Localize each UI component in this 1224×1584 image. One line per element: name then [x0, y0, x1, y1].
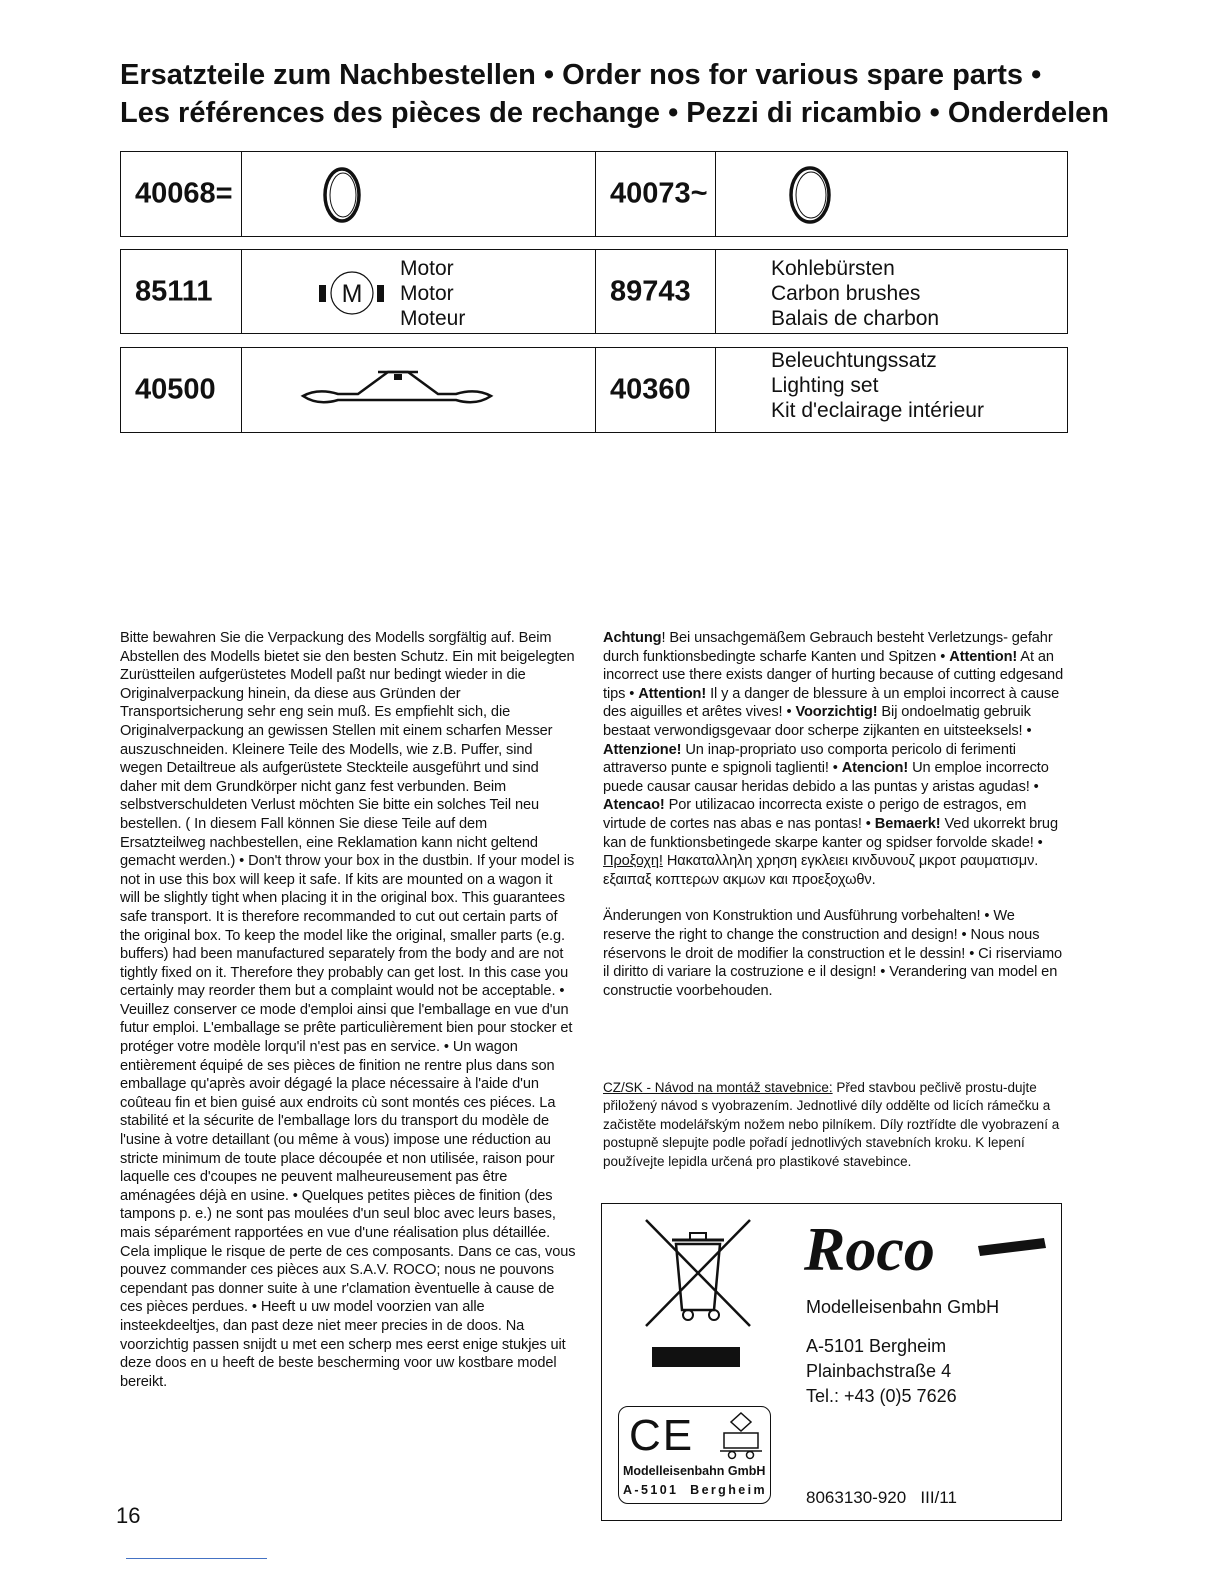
manufacturer-info-box	[601, 1203, 1062, 1521]
traction-tyre-illustration-2	[716, 152, 1066, 236]
motor-label-de: Motor	[400, 257, 454, 280]
part-number-40068: 40068=	[135, 177, 233, 210]
brushes-label-en: Carbon brushes	[771, 282, 921, 305]
svg-text:Roco: Roco	[804, 1216, 935, 1284]
motor-icon	[312, 258, 392, 328]
traction-tyre-icon	[780, 160, 840, 230]
cz-sk-instructions	[603, 1079, 1065, 1171]
footer-rule	[126, 1558, 267, 1559]
part-number-40073: 40073~	[610, 177, 708, 210]
page-number: 16	[116, 1503, 141, 1528]
part-number-85111: 85111	[135, 275, 213, 307]
cz-sk-text: Před stavbou pečlivě prostu-dujte přiložený návod s vyobrazením. Jednotlivé díly oddělte od licích rámečku a začistěte modelářským nožem nebo pilníkem. Díly roztřídte dle vyobrazení a postupně slepujte podle pořadí jednotlivých stavebních kroku. K lepení používejte lepidla určená pro plastikové stavebince.	[603, 1080, 1060, 1169]
coupling-part-icon	[298, 364, 498, 414]
svg-text:M: M	[341, 280, 363, 308]
address-line-2: Plainbachstraße 4	[806, 1361, 952, 1381]
ce-company: Modelleisenbahn GmbH	[623, 1464, 766, 1478]
ce-mark-panel	[618, 1406, 771, 1504]
weee-crossed-bin-icon	[638, 1214, 758, 1334]
parts-row-1	[120, 151, 1068, 237]
phone-number: Tel.: +43 (0)5 7626	[806, 1386, 957, 1406]
motor-label-en: Motor	[400, 282, 454, 305]
safety-warning	[603, 629, 1065, 1017]
weee-bar	[652, 1347, 740, 1367]
lighting-label-de: Beleuchtungssatz	[771, 349, 937, 372]
address-line-1: A-5101 Bergheim	[806, 1336, 947, 1356]
document-number: 8063130-920	[806, 1488, 907, 1507]
packaging-notice-text: Bitte bewahren Sie die Verpackung des Modells sorgfältig auf. Beim Abstellen des Modells bietet sie den besten Schutz. Ein mit beigelegten Zurüstteilen aufgerüstetes Modell paßt nur bedingt wieder in die Originalverpackung hinein, da diese aus Gründen der Transportsicherung sehr eng sein muß. Es empfiehlt sich, die Originalverpackung an gewissen Stellen mit einem scharfen Messer auszuschneiden. Kleinere Teile des Modells, wie z.B. Puffer, sind wegen Detailtreue als aufgerüstete Steckteile ausgeführt und sind daher mit dem Grundkörper nicht ganz fest verbunden. Beim selbstverschuldeten Verlust möchten Sie bitte ein solches Teil neu bestellen. ( In diesem Fall können Sie diese Teile auf dem Ersatzteilweg nachbestellen, eine Reklamation kann nicht geltend gemacht werden.) • Don't throw your box in the dustbin. If your model is not in use this box will keep it safe. If kits are mounted on a wagon it will be slightly tight when placing it in the original box. This guarantees safe transport. It is therefore recommanded to cut out certain parts of the original box. To keep the model like the original, smaller parts (e.g. buffers) had been manufactured separately from the body and are not tightly fixed on it. Therefore they probably can get lost. In this case you certainly may reorder them but a complaint would not be acceptable. • Veuillez conserver ce mode d'emploi ainsi que l'emballage en vue d'un futur emploi. L'emballage se prête particulièrement bien pour stocker et protéger votre modèle lorqu'il n'est pas en service. • Un wagon entièrement équipé de ses pièces de finition ne rentre plus dans son emballage qu'après avoir dégagé la place nécessaire à l'aide d'un coûteau fin et bien guisé aux endroits cù sont montés ces piéces. La stabilité et la sécurite de l'emballage lors du transport du modèle de l'usine à votre detaillant (ou même à vous) impose une réduction au stricte minimum de toute place découpée et non utilisée, raison pour laquelle ces d'coupes ne peuvent malheureusement pas être aménagées déjà en usine. • Quelques petites pièces de finition (des tampons p. e.) ne sont pas moulées d'un seul bloc avec leurs bases, mais séparément rapportées en vue d'une réalisation plus détaillée. Cela implique le risque de perte de ces composants. Dans ce cas, vous pouvez commander ces pièces aux S.A.V. ROCO; nous ne pouvons cependant pas donner suite à une r'clamation èventuelle à cause de ces pièces perdues. • Heeft u uw model voorzien van alle insteekdeeltjes, dan past deze niet meer precies in de doos. Na voorzichtig passen snijdt u met een scherp mes eerst enige stukjes uit deze doos en u heeft de beste bescherming voor uw kostbare model bereikt.	[120, 630, 576, 1390]
edition: III/11	[920, 1488, 957, 1507]
design-changes-notice: Änderungen von Konstruktion und Ausführung vorbehalten! • We reserve the right to change the construction and design! • Nous nous réservons le droit de modifier la construction et le dessin! • Ci riserviamo il diritto di variare la costruzione e il design! • Verandering van model en constructie voorbehouden.	[603, 908, 1063, 999]
safety-warning-text: Achtung! Bei unsachgemäßem Gebrauch besteht Verletzungs- gefahr durch funktionsbedingte scharfe Kanten und Spitzen • Attention! At an incorrect use there exists danger of hurting because of cutting edgesand tips • Attention! Il y a danger de blessure à un emploi incorrect à cause des aiguilles et arêtes vives! • Voorzichtig! Bij ondoelmatig gebruik bestaat verwondigsgevaar door scherpe zijkanten en uitsteeksels! • Attenzione! Un inap-propriato uso comporta pericolo di ferimenti attraverso punte e spignoli taglienti! • Atencion! Un emploe incorrecto puede causar causar heridas debido a las puntas y aristas agudas! • Atencao! Por utilizacao incorrecta existe o perigo de estragos, em virtude de cortes nas abas e nas pontas! • Bemaerk! Ved ukorrekt brug kan de funktionsbetingede skarpe kanter og spidser forvolde skade! • Προξοχη! Ηακαταλληλη χρηση εγκλειει κινδυνουζ μκροτ ραυματισμν. εξαιπαξ κοπτερων ακμων και προεξοχωθν.	[603, 630, 1064, 888]
page-title-line-1: Ersatzteile zum Nachbestellen • Order nos for various spare parts •	[120, 59, 1042, 91]
brushes-label-de: Kohlebürsten	[771, 257, 895, 280]
motor-label-fr: Moteur	[400, 307, 466, 330]
part-number-89743: 89743	[610, 275, 691, 307]
traction-tyre-icon	[312, 160, 372, 230]
parts-row-2	[120, 249, 1068, 334]
lighting-label-en: Lighting set	[771, 374, 879, 397]
page-title-line-2: Les références des pièces de rechange • Pezzi di ricambio • Onderdelen	[120, 97, 1109, 129]
ce-mark: CE	[629, 1411, 695, 1460]
traction-tyre-illustration	[242, 152, 596, 236]
roco-logo	[800, 1214, 1050, 1289]
brushes-label-fr: Balais de charbon	[771, 307, 940, 330]
document-number-line	[806, 1488, 957, 1508]
cz-sk-heading: CZ/SK - Návod na montáž stavebnice:	[603, 1080, 833, 1095]
packaging-notice	[120, 629, 576, 1408]
ce-address: A-5101 Bergheim	[623, 1483, 767, 1497]
wagon-icon	[715, 1409, 767, 1461]
part-number-40500: 40500	[135, 373, 216, 406]
company-name: Modelleisenbahn GmbH	[806, 1297, 1000, 1317]
part-number-40360: 40360	[610, 373, 691, 406]
parts-row-3	[120, 347, 1068, 433]
lighting-label-fr: Kit d'eclairage intérieur	[771, 399, 984, 422]
